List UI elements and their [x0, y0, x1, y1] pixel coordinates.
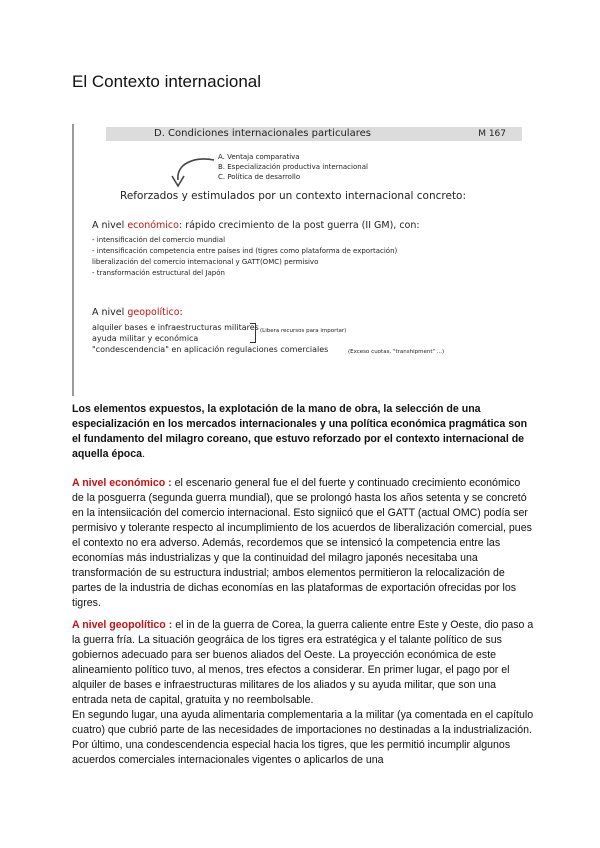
- slide-econ-suffix: : rápido crecimiento de la post guerra (II GM), con:: [178, 220, 420, 231]
- slide-geo-heading: [92, 307, 183, 318]
- factor-item: A. Ventaja comparativa: [218, 153, 300, 161]
- slide-geo-item: "condescendencia" en aplicación regulaciones comerciales: [92, 345, 329, 354]
- page-title: El Contexto internacional: [72, 72, 262, 91]
- slide-header: [106, 127, 522, 141]
- slide-econ-item: - transformación estructural del Japón: [92, 269, 225, 277]
- slide-geo-suffix: :: [179, 307, 183, 318]
- economic-paragraph: [72, 476, 534, 611]
- slide-geo-list: [92, 322, 328, 355]
- intro-text: Los elementos expuestos, la explotación de la mano de obra, la selección de una especialización en los mercados internacionales y una política económica pragmática son el fundamento del milagro coreano, que estuvo reforzado por el contexto internacional de aquella época: [72, 403, 528, 460]
- factor-item: B. Especialización productiva internacional: [218, 163, 368, 171]
- intro-paragraph: [72, 402, 534, 462]
- geopolitical-label: A nivel geopolítico :: [72, 619, 173, 631]
- slide-image: [72, 124, 538, 396]
- slide-geo-item: alquiler bases e infraestructuras militares: [92, 323, 259, 332]
- curved-arrow-icon: [168, 154, 216, 188]
- geopolitical-body: el in de la guerra de Corea, la guerra caliente entre Este y Oeste, dio paso a la guerra fría. La situación geográica de los tigres era estratégica y el talante político de sus gobiernos adecuado para ser buenos aliados del Oeste. La proyección económica de este alineamiento político tuvo, al menos, tres efectos a considerar. En primer lugar, el pago por el alquiler de bases e infraestructuras militares de los aliados y su ayuda militar, que son una entrada neta de capital, gratuita y no reembolsable.: [72, 619, 534, 706]
- slide-geo-label: geopolítico: [127, 307, 180, 318]
- geopolitical-body-continued: En segundo lugar, una ayuda alimentaria complementaria a la militar (ya comentada en el capítulo cuatro) que cubrió parte de las necesidades de importaciones no destinadas a la industrialización. Por último, una condescendencia especial hacia los tigres, que les permitió incumplir algunos acuerdos comerciales internacionales vigentes o aplicarlos de una: [72, 709, 534, 766]
- factor-list: [218, 152, 368, 182]
- slide-libera-note: (Libera recursos para importar): [260, 328, 347, 334]
- slide-econ-list: [92, 235, 397, 279]
- geopolitical-paragraph: [72, 618, 534, 768]
- slide-header-title: D. Condiciones internacionales particulares: [154, 128, 371, 139]
- slide-econ-item: liberalización del comercio internacional y GATT(OMC) permisivo: [92, 258, 319, 266]
- slide-geo-prefix: A nivel: [92, 307, 128, 318]
- slide-exceso-note: (Exceso cuotas, "transhipment" ...): [348, 349, 445, 355]
- slide-reforzados-heading: Reforzados y estimulados por un contexto internacional concreto:: [120, 190, 467, 202]
- slide-econ-prefix: A nivel: [92, 220, 128, 231]
- slide-bracket: [250, 323, 256, 343]
- economic-label: A nivel económico :: [72, 477, 172, 489]
- slide-econ-item: - intensificación competencia entre países ind (tigres como plataforma de exportación): [92, 247, 398, 255]
- slide-econ-heading: [92, 220, 420, 231]
- economic-body: el escenario general fue el del fuerte y continuado crecimiento económico de la posguerra (segunda guerra mundial), que se prolongó hasta los años setenta y se concretó en la intensiicación del comercio internacional. Esto signiicó que el GATT (actual OMC) podía ser permisivo y tolerante respecto al incumplimiento de los acuerdos de liberalización comercial, pues el contexto no era adverso. Además, recordemos que se intensicó la competencia entre las economías más industrializas y que la continuidad del milagro japonés necesitaba una transformación de su estructura industrial; ambos elementos permitieron la relocalización de partes de la industria de dichas economías en las plataformas de exportación ofrecidas por los tigres.: [72, 477, 532, 609]
- slide-econ-label: económico: [127, 220, 179, 231]
- factor-item: C. Política de desarrollo: [218, 173, 301, 181]
- slide-geo-item: ayuda militar y económica: [92, 334, 199, 343]
- slide-econ-item: - intensificación del comercio mundial: [92, 236, 226, 244]
- intro-period: .: [142, 448, 146, 460]
- slide-header-code: M 167: [478, 129, 506, 139]
